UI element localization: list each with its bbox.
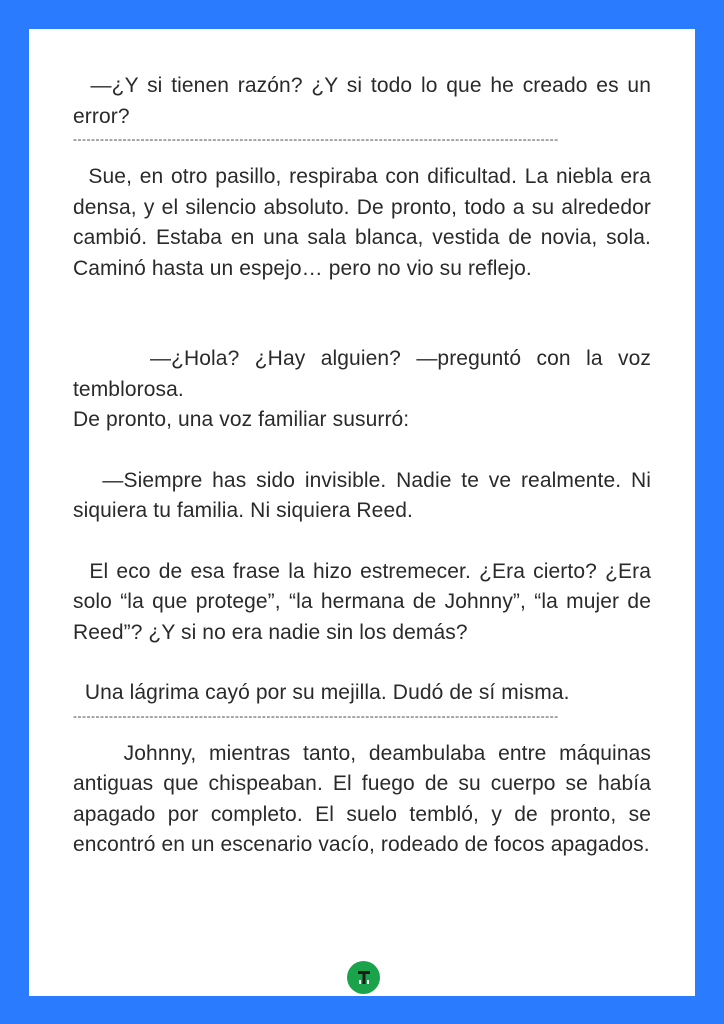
page — [29, 29, 695, 996]
spacer — [73, 284, 651, 314]
story-text — [73, 71, 657, 861]
book-logo-icon — [347, 961, 380, 994]
paragraph-8: Johnny, mientras tanto, deambulaba entre máquinas antiguas que chispeaban. El fuego de su cuerpo se había apagado por completo. El suelo tembló, y de pronto, se encontró en un escenario vacío, rodeado de focos apagados. — [73, 741, 657, 856]
spacer — [73, 314, 651, 344]
paragraph-2: Sue, en otro pasillo, respiraba con dificultad. La niebla era densa, y el silencio absoluto. De pronto, todo a su alrededor cambió. Estaba en una sala blanca, vestida de novia, sola. Caminó hasta un espejo… pero no vio su reflejo. — [73, 165, 657, 280]
separator-2: ------------------------------------------------------------------------------------------------------------ — [73, 708, 559, 723]
paragraph-6: El eco de esa frase la hizo estremecer. ¿Era cierto? ¿Era solo “la que protege”, “la hermana de Johnny”, “la mujer de Reed”? ¿Y si no era nadie sin los demás? — [73, 559, 657, 644]
spacer — [73, 527, 651, 557]
paragraph-4: De pronto, una voz familiar susurró: — [73, 408, 410, 431]
spacer — [73, 436, 651, 466]
separator-1: ------------------------------------------------------------------------------------------------------------ — [73, 132, 559, 146]
paragraph-1: —¿Y si tienen razón? ¿Y si todo lo que he creado es un error? — [73, 74, 657, 128]
spacer — [73, 648, 651, 678]
paragraph-7: Una lágrima cayó por su mejilla. Dudó de sí misma. — [73, 681, 570, 704]
paragraph-3: —¿Hola? ¿Hay alguien? —preguntó con la voz temblorosa. — [73, 347, 657, 401]
book-logo-svg — [354, 968, 374, 988]
paragraph-5: —Siempre has sido invisible. Nadie te ve realmente. Ni siquiera tu familia. Ni siquiera Reed. — [73, 468, 657, 522]
